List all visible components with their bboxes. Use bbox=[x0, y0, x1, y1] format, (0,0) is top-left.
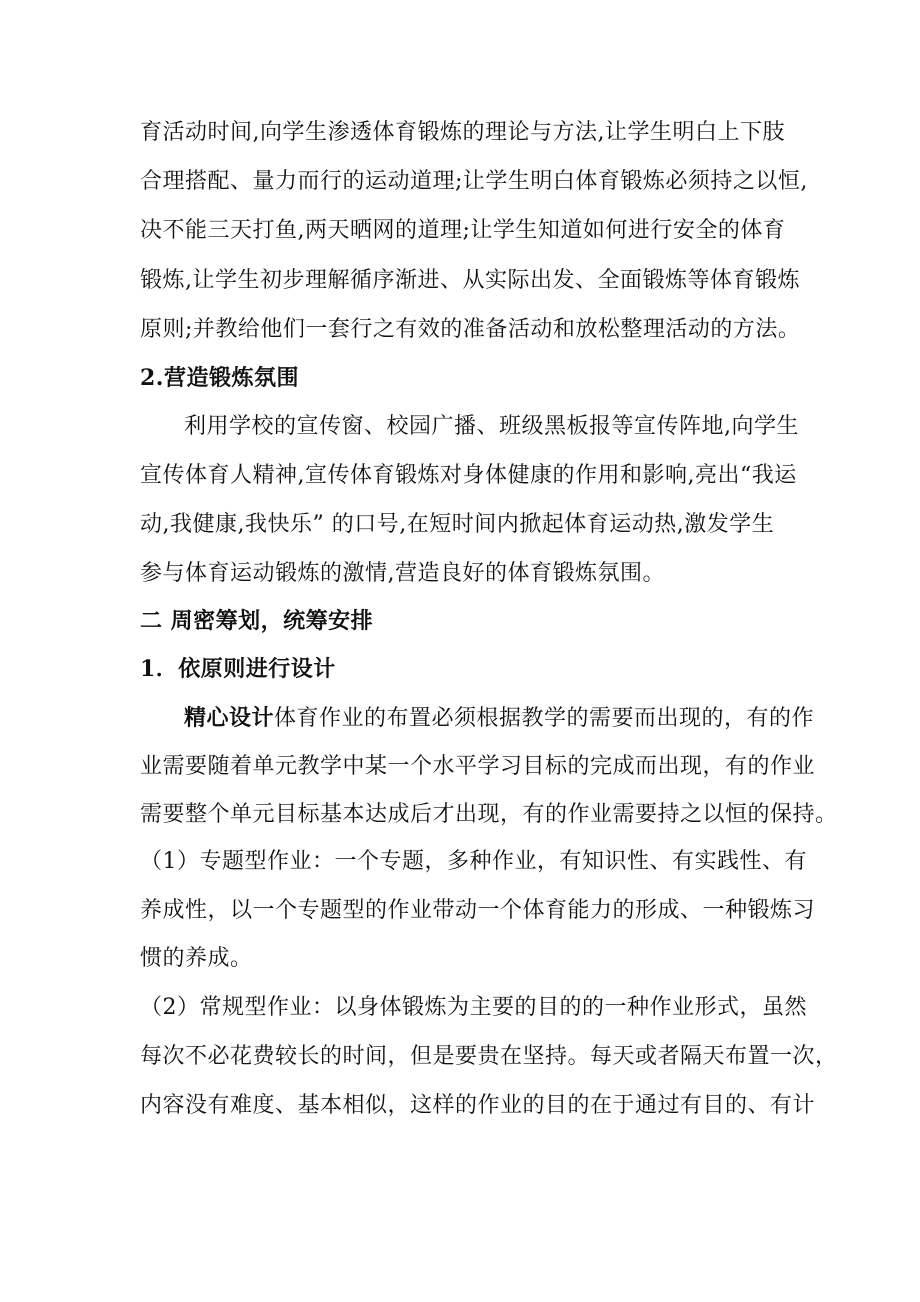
section-2-title: 二 周密筹划，统筹安排 bbox=[140, 608, 374, 634]
paragraph-2-line-2: 宣传体育人精神,宣传体育锻炼对身体健康的作用和影响,亮出“我运 bbox=[140, 463, 797, 488]
subheading-2: 2.营造锻炼氛围 bbox=[140, 365, 299, 391]
paragraph-3-line-3: 需要整个单元目标基本达成后才出现，有的作业需要持之以恒的保持。 bbox=[140, 802, 838, 827]
paragraph-1-line-4: 锻炼,让学生初步理解循序渐进、从实际出发、全面锻炼等体育锻炼 bbox=[140, 268, 800, 293]
paragraph-3-line-1-text: 体育作业的布置必须根据教学的需要而出现的，有的作 bbox=[274, 706, 815, 731]
paragraph-1-line-2: 合理搭配、量力而行的运动道理;让学生明白体育锻炼必须持之以恒, bbox=[140, 169, 808, 194]
item-1-line-3: 惯的养成。 bbox=[140, 946, 253, 971]
subheading-1: 1．依原则进行设计 bbox=[140, 656, 336, 682]
item-2-line-3: 内容没有难度、基本相似，这样的作业的目的在于通过有目的、有计 bbox=[140, 1093, 816, 1118]
item-1-line-2: 养成性，以一个专题型的作业带动一个体育能力的形成、一种锻炼习 bbox=[140, 898, 816, 923]
paragraph-3-line-2: 业需要随着单元教学中某一个水平学习目标的完成而出现，有的作业 bbox=[140, 754, 816, 779]
paragraph-3-line-1 bbox=[184, 703, 844, 734]
paragraph-2-line-1: 利用学校的宣传窗、校园广播、班级黑板报等宣传阵地,向学生 bbox=[184, 414, 799, 439]
paragraph-1-line-3: 决不能三天打鱼,两天晒网的道理;让学生知道如何进行安全的体育 bbox=[140, 218, 786, 243]
paragraph-2-line-4: 参与体育运动锻炼的激情,营造良好的体育锻炼氛围。 bbox=[140, 561, 665, 586]
item-2-line-1: （2）常规型作业：以身体锻炼为主要的目的的一种作业形式，虽然 bbox=[140, 995, 807, 1020]
paragraph-2-line-3: 动,我健康,我快乐” 的口号,在短时间内掀起体育运动热,激发学生 bbox=[140, 512, 775, 537]
paragraph-1-line-5: 原则;并教给他们一套行之有效的准备活动和放松整理活动的方法。 bbox=[140, 317, 801, 342]
item-1-line-1: （1）专题型作业：一个专题，多种作业，有知识性、有实践性、有 bbox=[140, 849, 807, 874]
paragraph-3-lead-bold: 精心设计 bbox=[184, 705, 275, 731]
item-2-line-2: 每次不必花费较长的时间，但是要贵在坚持。每天或者隔天布置一次， bbox=[140, 1044, 838, 1069]
paragraph-1-line-1: 育活动时间,向学生渗透体育锻炼的理论与方法,让学生明白上下肢 bbox=[140, 120, 785, 145]
